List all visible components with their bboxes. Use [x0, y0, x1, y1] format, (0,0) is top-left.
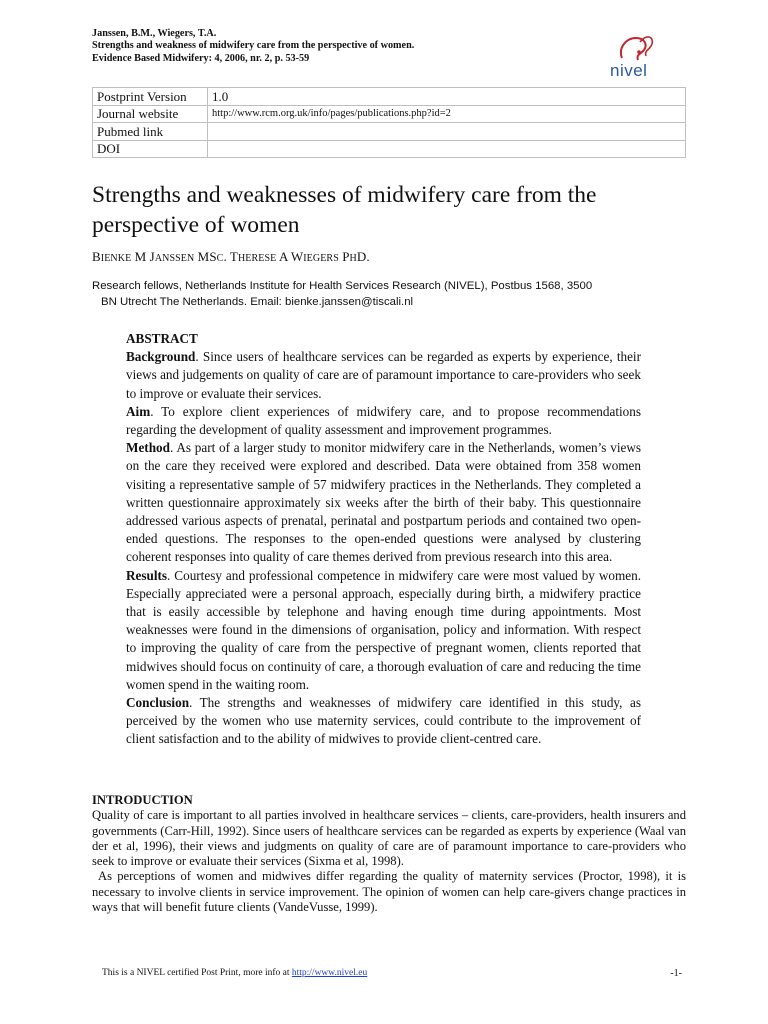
- author-text: W: [290, 249, 304, 264]
- affiliation-line: BN Utrecht The Netherlands. Email: bienke.janssen@tiscali.nl: [101, 295, 414, 308]
- metadata-table: [92, 87, 686, 158]
- abstract-heading: ABSTRACT: [126, 331, 198, 346]
- conclusion-text: . The strengths and weaknesses of midwifery care identified in this study, as perceived by the women who use maternity services, could contribute to the improvement of client satisfaction and to the ability of midwives to provide client-centred care.: [126, 695, 641, 747]
- introduction-section: [92, 793, 686, 915]
- introduction-paragraph: Quality of care is important to all parties involved in healthcare services – clients, care-providers, health insurers and governments (Carr-Hill, 1992). Since users of healthcare services can be regarded as experts by experience (Waal van der et al, 1996), their views and judgments on quality of care are of paramount importance to care-providers who seek to improve or evaluate their services (Sixma et al, 1998).: [92, 808, 686, 869]
- table-cell-label: Postprint Version: [93, 88, 208, 106]
- abstract-method: [126, 439, 641, 566]
- author-text: M: [131, 249, 150, 264]
- abstract-section: [126, 330, 641, 749]
- table-row: [93, 88, 686, 106]
- method-text: . As part of a larger study to monitor midwifery care in the Netherlands, women’s views on the care they received were explored and described. Data were obtained from 358 women visiting a representative sample of 57 midwifery practices in the Netherlands. They completed a written questionnaire approximately six weeks after the birth of their baby. This questionnaire addressed various aspects of prenatal, perinatal and postpartum periods and contained two open-ended questions. The responses to the open-ended questions were analysed by clustering coherent responses into quality of care themes derived from previous research into this area.: [126, 440, 641, 565]
- aim-label: Aim: [126, 403, 151, 419]
- page-number: -1-: [670, 968, 682, 979]
- background-text: . Since users of healthcare services can be regarded as experts by experience, their views and judgements on quality of care are of paramount importance to care-providers who seek to improve or evaluate their services.: [126, 349, 641, 401]
- author-text: D.: [356, 249, 370, 264]
- nivel-logo: [594, 28, 680, 86]
- background-label: Background: [126, 349, 196, 365]
- journal-website-link[interactable]: http://www.rcm.org.uk/info/pages/publications.php?id=2: [208, 105, 686, 123]
- introduction-paragraph: As perceptions of women and midwives differ regarding the quality of maternity services (Proctor, 1998), it is necessary to involve clients in service improvement. The opinion of women can help care-givers change practices in ways that will benefit future clients (VandeVusse, 1999).: [92, 869, 686, 915]
- results-text: . Courtesy and professional competence in midwifery care were most valued by women. Especially appreciated were a personal approach, especially during birth, a midwifery practice that is easily accessible by telephone and having enough time during appointments. Most weaknesses were found in the dimensions of organisation, policy and information. With respect to improving the quality of care from the perspective of pregnant women, clients reported that midwives should focus on continuity of care, a thorough evaluation of care and reducing the time women spend in the waiting room.: [126, 567, 641, 692]
- affiliation-line: Research fellows, Netherlands Institute for Health Services Research (NIVEL), Postbus 1568, 3500: [92, 280, 593, 292]
- header-citation: Evidence Based Midwifery: 4, 2006, nr. 2, p. 53-59: [92, 52, 310, 64]
- table-cell-label: Journal website: [93, 105, 208, 123]
- affiliation: [92, 279, 692, 310]
- abstract-results: [126, 567, 641, 694]
- author-text: IENKE: [100, 253, 132, 264]
- header-article-title: Strengths and weakness of midwifery care from the perspective of women.: [92, 40, 415, 52]
- table-cell-label: DOI: [93, 140, 208, 158]
- author-text: ANSSEN: [154, 253, 195, 264]
- conclusion-label: Conclusion: [126, 695, 190, 711]
- author-text: B: [92, 249, 101, 264]
- table-cell-label: Pubmed link: [93, 123, 208, 141]
- introduction-heading: INTRODUCTION: [92, 793, 193, 807]
- author-text: P: [338, 249, 350, 264]
- document-header: [92, 28, 562, 65]
- aim-text: . To explore client experiences of midwifery care, and to propose recommendations regarding the development of quality assessment and improvement programmes.: [126, 403, 641, 438]
- author-text: . T: [223, 249, 238, 264]
- author-text: MS: [194, 249, 217, 264]
- author-text: J: [149, 249, 155, 264]
- header-authors: Janssen, B.M., Wiegers, T.A.: [92, 28, 217, 39]
- table-cell-value: [208, 123, 686, 141]
- abstract-background: [126, 348, 641, 403]
- table-row: [93, 105, 686, 123]
- footer-text: This is a NIVEL certified Post Print, more info at: [102, 968, 292, 978]
- author-text: HERESE: [237, 253, 277, 264]
- logo-text: nivel: [610, 61, 648, 80]
- footer-link[interactable]: http://www.nivel.eu: [291, 968, 368, 978]
- method-label: Method: [126, 440, 170, 456]
- abstract-conclusion: [126, 694, 641, 749]
- results-label: Results: [126, 567, 168, 583]
- author-text: C: [216, 253, 224, 264]
- table-cell-value: 1.0: [208, 88, 686, 106]
- paper-title: Strengths and weaknesses of midwifery care from the perspective of women: [92, 182, 597, 238]
- author-text: IEGERS: [303, 253, 339, 264]
- table-row: [93, 140, 686, 158]
- page-footer: [102, 968, 682, 978]
- author-line: [92, 249, 370, 265]
- author-text: H: [349, 253, 357, 264]
- abstract-aim: [126, 403, 641, 439]
- table-cell-value: [208, 140, 686, 158]
- table-row: [93, 123, 686, 141]
- author-text: A: [276, 249, 291, 264]
